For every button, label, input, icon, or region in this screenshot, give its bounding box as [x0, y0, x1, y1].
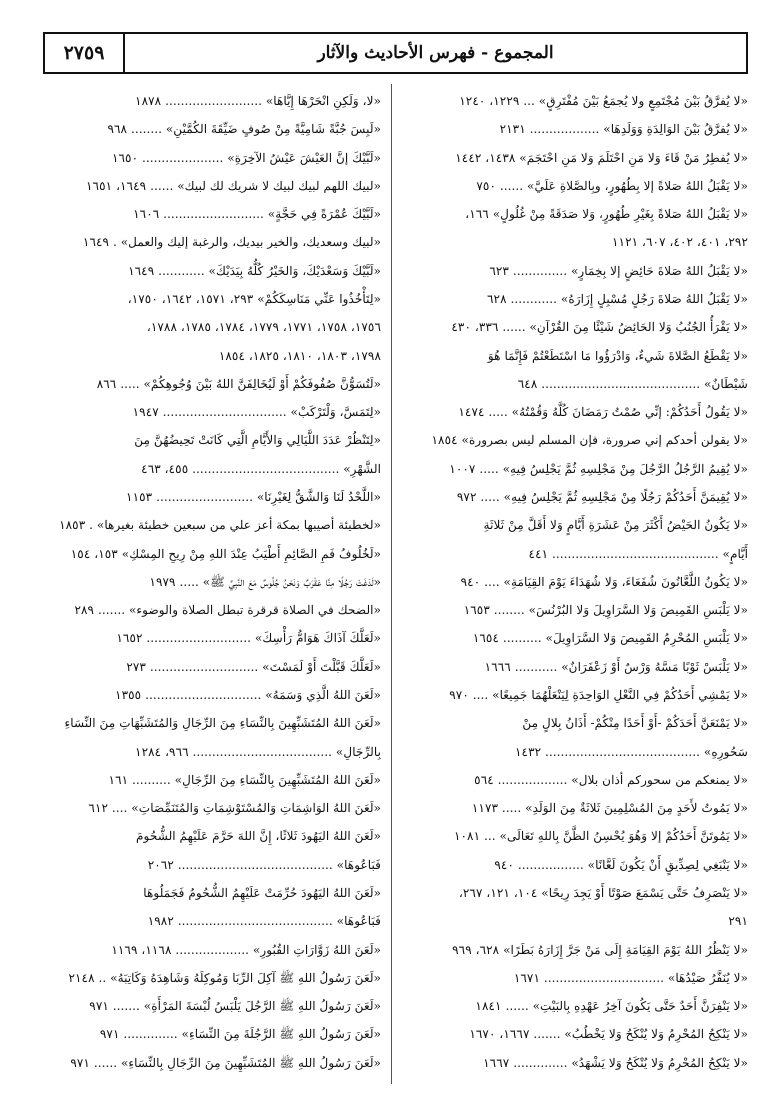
- index-line: «لَعَنَ اللهُ المُتَشَبِّهِينَ بِالنِّسَاءِ مِنَ الرِّجَالِ» .......... ١٦١: [108, 772, 381, 787]
- index-line: «لَعَنَ رَسُولُ اللهِ ﷺ آكِلَ الرِّبَا وَمُوكِلَهُ وَشَاهِدَهُ وَكَاتِبَهُ» .. ٢١٤٨: [68, 970, 381, 985]
- index-line: «الضحك في الصلاة قرقرة تبطل الصلاة والوضوء» ....... ٢٨٩: [74, 603, 381, 618]
- index-line: «لا يَنْظُرُ اللهُ يَوْمَ القِيَامَةِ إِلَى مَنْ جَرَّ إِزَارَهُ بَطَرًا» ٦٢٨، ٩٦٩: [452, 942, 748, 957]
- index-line: بِالرِّجَالِ» .................................... ٩٦٦، ١٢٨٤: [135, 744, 381, 759]
- index-line: «لا يقولن أحدكم إني صرورة، فإن المسلم ليس بصرورة» ١٨٥٤: [431, 433, 748, 448]
- index-line: «لَبَّيْكَ إنَّ العَيْشَ عَيْشُ الآخِرَةِ» ..................... ١٦٥٠: [111, 150, 381, 165]
- index-line: سَحُورِهِ» ........................................ ١٤٣٢: [514, 744, 748, 759]
- index-line: «لَخُلُوفُ فَمِ الصَّائِمِ أَطْيَبُ عِنْدَ اللهِ مِنْ رِيحِ المِسْكِ» ١٥٣، ١٥٤: [70, 546, 381, 561]
- index-line: «لا يَنْبَغِي لِصِدِّيقٍ أَنْ يَكُونَ لَعَّانًا» ................. ٩٤٠: [494, 857, 748, 872]
- index-line: «لَعَلَّكَ قَبَّلْتَ أَوْ لَمَسْتَ» ............................ ٢٧٣: [126, 659, 381, 674]
- index-line: «لا، وَلَكِنِ انْحَرْهَا إِيَّاهَا» ......................... ١٨٧٨: [135, 94, 381, 108]
- index-line: «لَعَنَ اللهُ اليَهُودَ ثَلاثًا، إِنَّ اللهَ حَرَّمَ عَلَيْهِمُ الشُّحُومَ: [135, 829, 381, 844]
- index-line: «لَعَنَ اللهُ الَّذِي وَسَمَهُ» .............................. ١٣٥٥: [115, 688, 381, 702]
- index-line: «لَبَّيْكَ عُمْرَةً فِي حَجَّةٍ» .......................... ١٦٠٦: [133, 207, 381, 222]
- index-line: «لَعَنَ رَسُولُ اللهِ ﷺ الرَّجُلَةَ مِنَ النِّسَاءِ» .............. ٩٧١: [99, 1027, 381, 1042]
- index-line: «لا يَقْطَعُ الصَّلاةَ شَيءٌ، وَادْرَؤُوا مَا اسْتَطَعْتُمْ فَإِنَّمَا هُوَ: [487, 348, 748, 363]
- index-line: «لِتَنْظُرْ عَدَدَ اللَّيَالِي وَالأَيَّامِ الَّتِي كَانَتْ تَحِيضُهُنَّ مِنَ: [134, 433, 381, 448]
- index-line: «لا يَقْبَلُ اللهُ صَلاةً إلا بِطُهُورٍ، وبِالصَّلاةِ عَلَيَّ» ...... ٧٥٠: [476, 178, 748, 193]
- index-line: ٢٩١: [728, 914, 748, 929]
- index-line: «لا يَمْنَعَنَّ أَحَدَكُمْ -أَوْ أَحَدًا مِنْكُمْ- أَذَانُ بِلالٍ مِنْ: [522, 716, 748, 731]
- index-line: «لا يَلْبَسِ المُحْرِمُ القَمِيصَ وَلا السَّرَاوِيلَ» .......... ١٦٥٤: [472, 631, 748, 646]
- index-line: «لَتُسَوُّنَّ صُفُوفَكُمْ أَوْ لَيُخَالِفَنَّ اللهُ بَيْنَ وُجُوهِكُمْ» ..... ٨٦٦: [96, 376, 381, 391]
- index-line: ١٧٩٨، ١٨٠٣، ١٨١٠، ١٨٢٥، ١٨٥٤: [218, 348, 381, 363]
- index-line: ١٧٥٦، ١٧٥٨، ١٧٧١، ١٧٧٩، ١٧٨٤، ١٧٨٥، ١٧٨٨،: [146, 320, 381, 335]
- index-line: «لا يُفرَّقُ بَيْنَ الوَالِدَةِ وَوَلَدِهَا» .................. ٢١٣١: [499, 122, 748, 137]
- index-line: «لبيك وسعديك، والخير بيديك، والرغبة إليك والعمل» . ١٦٤٩: [82, 235, 381, 250]
- index-line: «لَعَنَ اللهُ زَوَّارَاتِ القُبُورِ» ................... ١١٦٨، ١١٦٩: [111, 942, 381, 957]
- index-line: «لا يُنَفَّرُ صَيْدُهَا» ............................... ١٦٧١: [513, 970, 748, 985]
- index-line: الشَّهْرِ» ...................................... ٤٥٥، ٤٦٣: [141, 461, 381, 476]
- index-line: «لا يَمُوتَنَّ أَحَدُكُمْ إلا وَهُوَ يُحْسِنُ الظَّنَّ بِاللهِ تَعَالَى» ... ١٠٨١: [453, 829, 748, 844]
- index-line: «لَبِسَ جُبَّةً شَامِيَّةً مِنْ صُوفٍ ضَيِّقَةَ الكُمَّيْنِ» ........ ٩٦٨: [107, 122, 381, 137]
- index-line: «لَعَلَّكَ آذَاكَ هَوَامُّ رَأْسِكَ» ........................... ١٦٥٢: [116, 631, 381, 646]
- index-line: «لَعَنَ رَسُولُ اللهِ ﷺ المُتَشَبِّهِينَ مِنَ الرِّجَالِ بِالنِّسَاءِ» ...... ٩٧١: [70, 1055, 381, 1070]
- index-line: «لا يَقْبَلُ اللهُ صَلاةَ رَجُلٍ مُسْبِلٍ إِزَارَهُ» ............ ٦٢٨: [486, 292, 748, 306]
- index-line: «لا يُقِيمُ الرَّجُلُ الرَّجُلَ مِنْ مَجْلِسِهِ ثُمَّ يَجْلِسُ فِيهِ» ..... ١٠٠٧: [449, 461, 748, 476]
- page-number: ٢٧٥٩: [45, 34, 125, 72]
- index-line: «لبيك اللهم لبيك لبيك لا شريك لك لبيك» ...... ١٦٤٩، ١٦٥١: [86, 178, 381, 193]
- index-line: «لِتَمَسَّ، وَلْتَرْكَبْ» ................................ ١٩٤٧: [132, 405, 381, 420]
- index-line: «لَعَنَ رَسُولُ اللهِ ﷺ الرَّجُلَ يَلْبَسُ لُبْسَةَ المَرْأَةِ» ....... ٩٧١: [89, 999, 381, 1014]
- index-line: «لخطيئة أصيبها بمكة أعز علي من سبعين خطيئة بغيرها» . ١٨٥٣: [59, 518, 381, 533]
- index-line: «لا يمنعكم من سحوركم أذان بلال» .................. ٥٦٤: [474, 772, 748, 787]
- index-line: «لا يَقْرَأُ الجُنُبُ وَلا الحَائِضُ شَيْئًا مِنَ القُرْآنِ» ...... ٣٣٦، ٤٣٠: [451, 320, 748, 335]
- index-line: «لَعَنَ اللهُ المُتَشَبِّهِينَ بِالنِّسَاءِ مِنَ الرِّجَالِ وَالمُتَشَبِّهَاتِ مِنَ النِّسَاءِ: [64, 716, 381, 731]
- right-column: [410, 88, 748, 1078]
- index-line: «لَعَنَ اللهُ الوَاشِمَاتِ وَالمُسْتَوْشِمَاتِ وَالمُتَنَمِّصَاتِ» .... ٦١٢: [88, 801, 381, 816]
- index-line: ٢٩٢، ٤٠١، ٤٠٢، ٦٠٧، ١١٢١: [612, 235, 748, 250]
- index-line: «لا يُفطِرُ مَنْ قَاءَ وَلا مَنِ احْتَلَمَ وَلا مَنِ احْتَجَمَ» ١٤٣٨، ١٤٤٢: [455, 150, 748, 165]
- index-line: فَبَاعُوهَا» ........................................ ١٩٨٢: [147, 914, 381, 929]
- index-line: «لا يَقْبَلُ اللهُ صَلاةَ حَائِضٍ إلا بِخِمَارٍ» .............. ٦٢٣: [489, 263, 748, 278]
- index-line: «لا يَقْبَلُ اللهُ صَلاةً بِغَيْرِ طُهُورٍ، وَلا صَدَقَةً مِنْ غُلُولٍ» ١٦٦،: [465, 207, 748, 222]
- index-line: «لا يَنْفِرَنَّ أَحَدٌ حَتَّى يَكُونَ آخِرُ عَهْدِهِ بِالبَيْتِ» ...... ١٨٤١: [475, 999, 748, 1014]
- index-line: «لا يُقِيمَنَّ أَحَدُكُمْ رَجُلًا مِنْ مَجْلِسِهِ ثُمَّ يَجْلِسُ فِيهِ» ..... ٩٧٢: [456, 490, 748, 504]
- index-line: «لا يَمُوتُ لأَحَدٍ مِنَ المُسْلِمِينَ ثَلاثَةٌ مِنَ الوَلَدِ» ..... ١١٧٣: [471, 801, 748, 816]
- index-line: «لَدَغَتْ رَجُلًا مِنَّا عَقْرَبٌ وَنَحْنُ جُلُوسٌ مَعَ النَّبِيِّ ﷺ» ..... ١٩٧٩: [149, 574, 381, 589]
- page-header: [43, 32, 748, 74]
- index-line: شَيْطَانٌ» ......................................... ٦٤٨: [517, 376, 748, 391]
- index-line: «لا يَنْكِحُ المُحْرِمُ وَلا يُنْكَحُ وَلا يَخْطُبُ» ....... ١٦٦٧، ١٦٧٠: [469, 1027, 748, 1042]
- left-column: [43, 88, 381, 1078]
- index-line: «لَبَّيْكَ وَسَعْدَيْكَ، وَالخَيْرُ كُلُّهُ بِيَدَيْكَ» ............ ١٦٤٩: [128, 263, 381, 278]
- index-line: «لا يَلْبَسِ القَمِيصَ وَلا السَّرَاوِيلَ وَلا البُرْنُسَ» ........ ١٦٥٣: [463, 603, 748, 618]
- index-line: أَيَّامٍ» ........................................... ٤٤١: [528, 546, 748, 561]
- index-line: «لِتَأْخُذُوا عَنِّي مَنَاسِكَكُمْ» ٢٩٣، ١٥٧١، ١٦٤٢، ١٧٥٠،: [127, 292, 381, 306]
- index-line: «لا يَنْصَرِفُ حَتَّى يَسْمَعَ صَوْتًا أَوْ يَجِدَ رِيحًا» ١٠٤، ١٢١، ٢٦٧،: [458, 886, 748, 900]
- index-line: «لا يَمْشِي أَحَدُكُمْ فِي النَّعْلِ الوَاحِدَةِ لِيَنْعَلْهُمَا جَمِيعًا» .... ٩٧٠: [449, 688, 748, 702]
- index-line: «لَعَنَ اللهُ اليَهُودَ حُرِّمَتْ عَلَيْهِمُ الشُّحُومُ فَجَمَلُوهَا: [143, 886, 381, 900]
- index-line: «لا يَكُونُ الحَيْضُ أَكْثَرَ مِنْ عَشَرَةِ أَيَّامٍ وَلا أَقَلَّ مِنْ ثَلاثَةِ: [483, 518, 748, 533]
- page-title: المجموع - فهرس الأحاديث والآثار: [317, 43, 554, 63]
- column-divider: [391, 84, 392, 1084]
- index-line: «لا يَلْبَسْ ثَوْبًا مَسَّهُ وَرْسٌ أَوْ زَعْفَرَانٌ» ........... ١٦٦٦: [484, 659, 748, 674]
- index-line: «لا يَكُونُ اللَّعَّانُونَ شُفَعَاءَ، وَلا شُهَدَاءَ يَوْمَ القِيَامَةِ» .... ٩٤٠: [460, 574, 748, 589]
- index-line: «لا يَنْكِحُ المُحْرِمُ وَلا يُنْكَحُ وَلا يَشْهَدُ» .............. ١٦٦٧: [483, 1055, 748, 1070]
- index-line: فَبَاعُوهَا» ........................................ ٢٠٦٢: [147, 857, 381, 872]
- index-line: «لا يَقُولُ أَحَدُكُمْ: إنِّي صُمْتُ رَمَضَانَ كُلَّهُ وَقُمْتُهُ» ..... ١٤٧٤: [458, 405, 748, 420]
- index-line: «اللَّحْدُ لَنَا وَالشَّقُّ لِغَيْرِنَا» ......................... ١١٥٣: [126, 490, 381, 504]
- index-line: «لا يُفرَّقُ بَيْنَ مُجْتَمِعٍ ولا يُجمَعُ بَيْنَ مُفْتَرِقٍ» ... ١٢٢٩، ١٢٤٠: [459, 94, 748, 108]
